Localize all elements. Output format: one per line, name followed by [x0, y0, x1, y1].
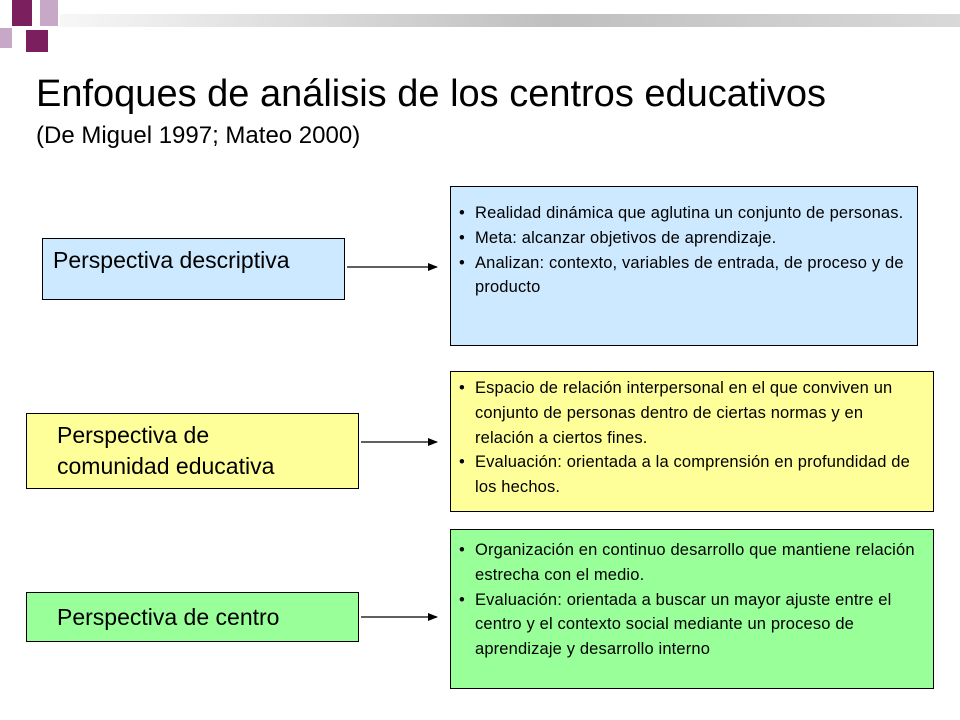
- description-bullet: • Meta: alcanzar objetivos de aprendizaje.: [455, 226, 907, 251]
- perspective-label: Perspectiva de centro: [57, 604, 280, 630]
- description-bullet: • Evaluación: orientada a buscar un mayor ajuste entre el centro y el contexto social mediante un proceso de aprendizaje y desarrollo interno: [455, 588, 923, 662]
- slide-title: Enfoques de análisis de los centros educativos: [36, 73, 827, 115]
- description-bullet: • Espacio de relación interpersonal en el que conviven un conjunto de personas dentro de ciertas normas y en relación a ciertos fines.: [455, 376, 923, 450]
- description-bullet: • Organización en continuo desarrollo que mantiene relación estrecha con el medio.: [455, 538, 923, 588]
- description-bullet: • Evaluación: orientada a la comprensión en profundidad de los hechos.: [455, 450, 923, 500]
- slide-subtitle: (De Miguel 1997; Mateo 2000): [36, 122, 361, 149]
- description-bullet: • Analizan: contexto, variables de entrada, de proceso y de producto: [455, 251, 907, 301]
- description-bullet: • Realidad dinámica que aglutina un conjunto de personas.: [455, 201, 907, 226]
- perspective-label: Perspectiva de comunidad educativa: [57, 422, 275, 479]
- perspective-label: Perspectiva descriptiva: [53, 247, 290, 273]
